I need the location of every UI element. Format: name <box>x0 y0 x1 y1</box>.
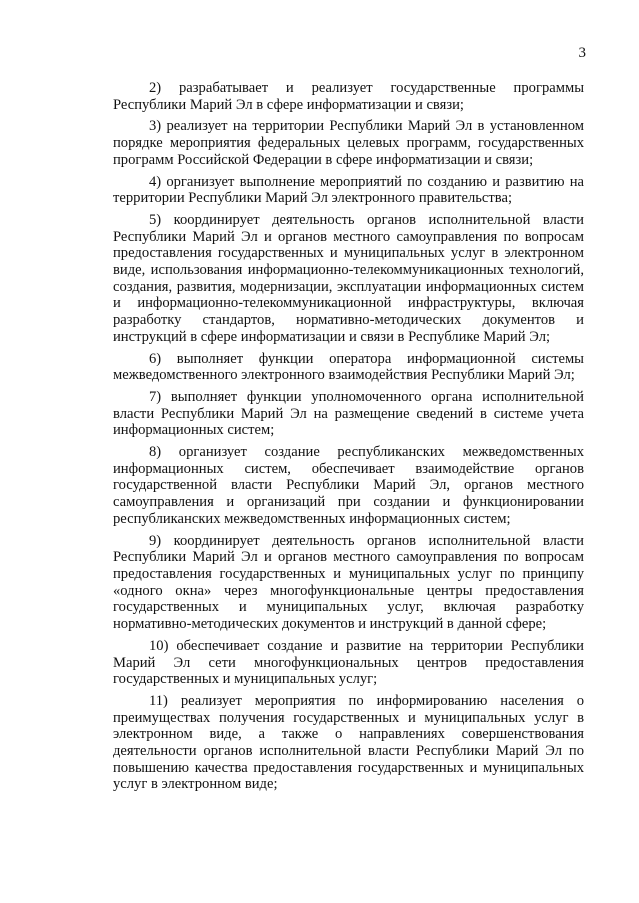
list-item-6: 6) выполняет функции оператора информационной системы межведомственного электронного взаимодействия Республики Марий Эл; <box>113 350 584 384</box>
list-item-2: 2) разрабатывает и реализует государственные программы Республики Марий Эл в сфере информатизации и связи; <box>113 80 584 113</box>
list-item-3: 3) реализует на территории Республики Марий Эл в установленном порядке мероприятия федеральных целевых программ, государственных программ Российской Федерации в сфере информатизации и связи; <box>113 118 584 168</box>
list-item-5: 5) координирует деятельность органов исполнительной власти Республики Марий Эл и органов местного самоуправления по вопросам предоставления государственных и муниципальных услуг в электронном виде, использования информационно-телекоммуникационных технологий, создания, развития, модернизации, эксплуатации информационных систем и информационно-телекоммуникационной инфраструктуры, включая разработку стандартов, нормативно-методических документов и инструкций в сфере информатизации и связи в Республике Марий Эл; <box>113 211 584 345</box>
list-item-9: 9) координирует деятельность органов исполнительной власти Республики Марий Эл и органов местного самоуправления по вопросам предоставления государственных и муниципальных услуг по принципу «одного окна» через многофункциональные центры предоставления государственных и муниципальных услуг, включая разработку нормативно-методических документов и инструкций в данной сфере; <box>113 532 584 633</box>
list-item-7: 7) выполняет функции уполномоченного органа исполнительной власти Республики Марий Эл на размещение сведений в системе учета информационных систем; <box>113 388 584 439</box>
list-item-8: 8) организует создание республиканских межведомственных информационных систем, обеспечивает взаимодействие органов государственной власти Республики Марий Эл, органов местного самоуправления и организаций при создании и функционировании республиканских межведомственных информационных систем; <box>113 444 584 527</box>
page-number: 3 <box>578 45 586 61</box>
list-item-4: 4) организует выполнение мероприятий по созданию и развитию на территории Республики Марий Эл электронного правительства; <box>113 173 584 207</box>
list-item-11: 11) реализует мероприятия по информированию населения о преимуществах получения государственных и муниципальных услуг в электронном виде, а также о направлениях совершенствования деятельности органов исполнительной власти Республики Марий Эл по повышению качества предоставления государственных и муниципальных услуг в электронном виде; <box>113 692 584 793</box>
document-body <box>113 80 584 798</box>
list-item-10: 10) обеспечивает создание и развитие на территории Республики Марий Эл сети многофункциональных центров предоставления государственных и муниципальных услуг; <box>113 637 584 688</box>
